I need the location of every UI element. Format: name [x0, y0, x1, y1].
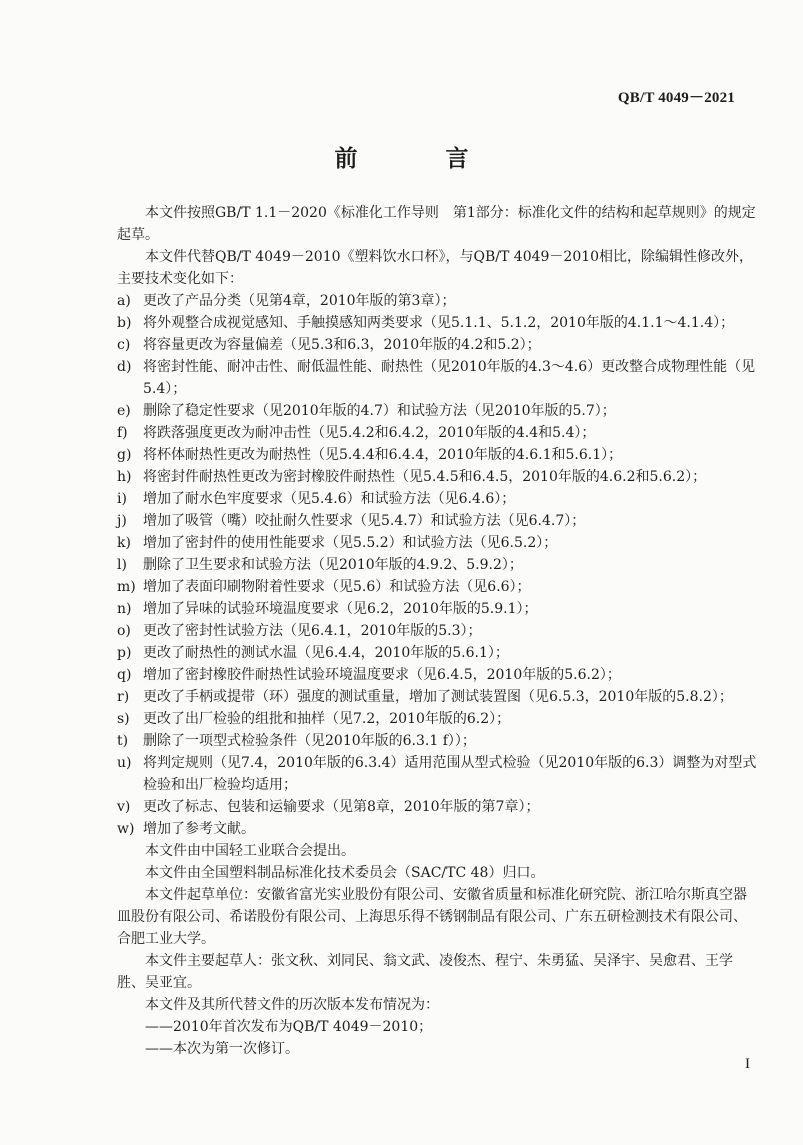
change-item-text: 将跌落强度更改为耐冲击性（见5.4.2和6.4.2，2010年版的4.4和5.4）； — [143, 425, 596, 441]
change-item-label: f) — [117, 425, 128, 441]
change-item-label: i) — [117, 491, 127, 507]
change-item — [117, 356, 757, 400]
closing-paragraph: 本文件由全国塑料制品标准化技术委员会（SAC/TC 48）归口。 — [145, 865, 545, 881]
change-item-label: c) — [117, 337, 131, 353]
change-item — [117, 620, 757, 642]
change-item-label: e) — [117, 403, 131, 419]
change-item-text: 增加了异味的试验环境温度要求（见6.2，2010年版的5.9.1）； — [143, 601, 538, 617]
change-item — [117, 664, 757, 686]
change-item — [117, 818, 757, 840]
change-item-text: 增加了吸管（嘴）咬扯耐久性要求（见5.4.7）和试验方法（见6.4.7）； — [143, 513, 586, 529]
change-item — [117, 730, 757, 752]
change-item-text: 增加了表面印刷物附着性要求（见5.6）和试验方法（见6.6）； — [143, 579, 531, 595]
change-item — [117, 642, 757, 664]
change-item — [117, 554, 757, 576]
change-item-text: 更改了出厂检验的组批和抽样（见7.2，2010年版的6.2）； — [143, 711, 511, 727]
change-item-label: n) — [117, 601, 132, 617]
change-item — [117, 488, 757, 510]
change-item-text: 增加了密封橡胶件耐热性试验环境温度要求（见6.4.5，2010年版的5.6.2）； — [143, 667, 621, 683]
change-item — [117, 312, 757, 334]
change-item-text: 将杯体耐热性更改为耐热性（见5.4.4和6.4.4，2010年版的4.6.1和5.6.1）； — [143, 447, 623, 463]
change-item — [117, 422, 757, 444]
intro-paragraph: 本文件代替QB/T 4049－2010《塑料饮水口杯》，与QB/T 4049－2010相比，除编辑性修改外，主要技术变化如下： — [117, 249, 754, 287]
change-item-label: q) — [117, 667, 132, 683]
change-item — [117, 598, 757, 620]
change-item-text: 增加了参考文献。 — [143, 821, 255, 837]
history-heading: 本文件及其所代替文件的历次版本发布情况为： — [145, 997, 439, 1013]
history-item: ——2010年首次发布为QB/T 4049－2010； — [145, 1019, 433, 1035]
change-item-text: 将容量更改为容量偏差（见5.3和6.3，2010年版的4.2和5.2）； — [143, 337, 541, 353]
change-item-label: o) — [117, 623, 131, 639]
change-item-label: r) — [117, 689, 130, 705]
change-item — [117, 400, 757, 422]
change-item-text: 更改了手柄或提带（环）强度的测试重量，增加了测试装置图（见6.5.3，2010年版的5.8.2）； — [143, 689, 733, 705]
change-item-text: 更改了密封性试验方法（见6.4.1，2010年版的5.3）； — [143, 623, 482, 639]
page-title: 前 言 — [334, 146, 509, 172]
change-item-label: l) — [117, 557, 127, 573]
change-item-label: w) — [117, 821, 135, 837]
change-item — [117, 444, 757, 466]
change-item-text: 删除了卫生要求和试验方法（见2010年版的4.9.2、5.9.2）； — [143, 557, 523, 573]
changes-list — [117, 290, 757, 840]
change-item — [117, 510, 757, 532]
change-item-label: s) — [117, 711, 130, 727]
change-item — [117, 334, 757, 356]
change-item-text: 更改了耐热性的测试水温（见6.4.4，2010年版的5.6.1）； — [143, 645, 509, 661]
change-item-text: 删除了一项型式检验条件（见2010年版的6.3.1 f））； — [143, 733, 476, 749]
change-item-label: u) — [117, 755, 132, 771]
change-item — [117, 752, 757, 796]
change-item-label: t) — [117, 733, 129, 749]
standard-code: QB/T 4049－2021 — [617, 90, 735, 106]
change-item-label: b) — [117, 315, 132, 331]
drafters: 本文件主要起草人：张文秋、刘同民、翁文武、凌俊杰、程宁、朱勇猛、吴泽宇、吴愈君、王学胜、吴亚宜。 — [117, 953, 733, 991]
change-item-label: a) — [117, 293, 131, 309]
change-item — [117, 796, 757, 818]
change-item-text: 增加了耐水色牢度要求（见5.4.6）和试验方法（见6.4.6）； — [143, 491, 516, 507]
history-item: ——本次为第一次修订。 — [145, 1041, 299, 1057]
change-item-label: m) — [117, 579, 136, 595]
change-item-label: g) — [117, 447, 132, 463]
page-number: I — [745, 1056, 750, 1072]
change-item-label: j) — [117, 513, 127, 529]
change-item-text: 将外观整合成视觉感知、手触摸感知两类要求（见5.1.1、5.1.2，2010年版的4.1.1～4.1.4）； — [143, 315, 735, 331]
change-item — [117, 686, 757, 708]
change-item-label: k) — [117, 535, 131, 551]
change-item-text: 将密封件耐热性更改为密封橡胶件耐热性（见5.4.5和6.4.5，2010年版的4.6.2和5.6.2）； — [143, 469, 707, 485]
change-item-label: h) — [117, 469, 132, 485]
closing-paragraph: 本文件由中国轻工业联合会提出。 — [145, 843, 355, 859]
intro-paragraph: 本文件按照GB/T 1.1－2020《标准化工作导则 第1部分：标准化文件的结构和起草规则》的规定起草。 — [117, 205, 756, 243]
change-item-text: 删除了稳定性要求（见2010年版的4.7）和试验方法（见2010年版的5.7）； — [143, 403, 616, 419]
change-item-text: 增加了密封件的使用性能要求（见5.5.2）和试验方法（见6.5.2）； — [143, 535, 558, 551]
drafting-units: 本文件起草单位：安徽省富光实业股份有限公司、安徽省质量和标准化研究院、浙江哈尔斯真空器皿股份有限公司、希诺股份有限公司、上海思乐得不锈钢制品有限公司、广东五研检测技术有限公司、合肥工业大学。 — [117, 887, 747, 947]
change-item-label: p) — [117, 645, 132, 661]
change-item — [117, 708, 757, 730]
change-item — [117, 532, 757, 554]
change-item-label: d) — [117, 359, 132, 375]
change-item — [117, 576, 757, 598]
document-body — [117, 202, 757, 1060]
change-item — [117, 290, 757, 312]
change-item-text: 更改了标志、包装和运输要求（见第8章，2010年版的第7章）； — [143, 799, 540, 815]
change-item-text: 将判定规则（见7.4，2010年版的6.3.4）适用范围从型式检验（见2010年版的6.3）调整为对型式检验和出厂检验均适用； — [143, 755, 757, 793]
change-item — [117, 466, 757, 488]
change-item-label: v) — [117, 799, 131, 815]
change-item-text: 更改了产品分类（见第4章，2010年版的第3章）； — [143, 293, 456, 309]
change-item-text: 将密封性能、耐冲击性、耐低温性能、耐热性（见2010年版的4.3～4.6）更改整合成物理性能（见5.4）； — [143, 359, 756, 397]
